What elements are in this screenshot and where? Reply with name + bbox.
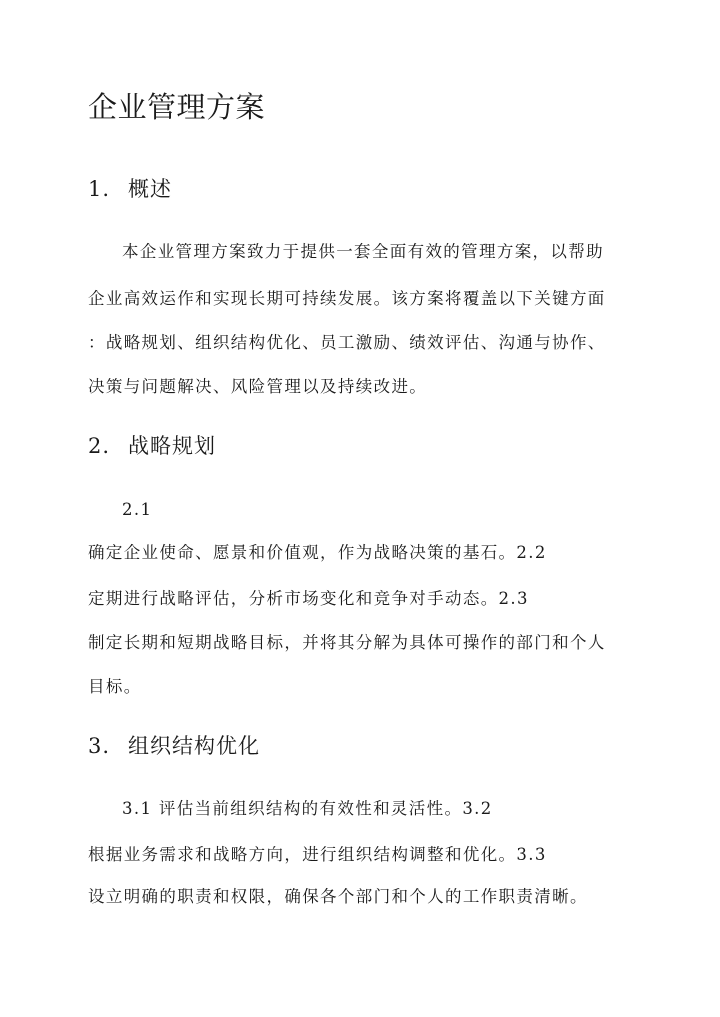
paragraph-line: 本企业管理方案致力于提供一套全面有效的管理方案，以帮助 — [122, 242, 604, 261]
paragraph-line: ：战略规划、组织结构优化、员工激励、绩效评估、沟通与协作、 — [88, 333, 606, 352]
section-title: 战略规划 — [128, 434, 216, 458]
paragraph-line: 3.1 评估当前组织结构的有效性和灵活性。3.2 — [122, 799, 493, 818]
paragraph-line: 目标。 — [88, 677, 142, 696]
paragraph-line: 制定长期和短期战略目标，并将其分解为具体可操作的部门和个人 — [88, 633, 606, 652]
paragraph-line: 2.1 — [122, 500, 153, 519]
section-heading-org-structure — [88, 731, 260, 761]
paragraph-line: 设立明确的职责和权限，确保各个部门和个人的工作职责清晰。 — [88, 887, 588, 906]
section-heading-strategy — [88, 431, 216, 461]
section-heading-overview — [88, 174, 172, 204]
paragraph-line: 企业高效运作和实现长期可持续发展。该方案将覆盖以下关键方面 — [88, 289, 606, 308]
section-title: 组织结构优化 — [128, 734, 260, 758]
section-title: 概述 — [128, 177, 172, 201]
paragraph-line: 确定企业使命、愿景和价值观，作为战略决策的基石。2.2 — [88, 543, 547, 562]
section-number: 1. — [88, 177, 111, 201]
document-title: 企业管理方案 — [88, 90, 266, 124]
section-number: 2. — [88, 434, 111, 458]
paragraph-line: 定期进行战略评估，分析市场变化和竞争对手动态。2.3 — [88, 589, 529, 608]
section-number: 3. — [88, 734, 111, 758]
paragraph-line: 决策与问题解决、风险管理以及持续改进。 — [88, 377, 428, 396]
paragraph-line: 根据业务需求和战略方向，进行组织结构调整和优化。3.3 — [88, 845, 547, 864]
